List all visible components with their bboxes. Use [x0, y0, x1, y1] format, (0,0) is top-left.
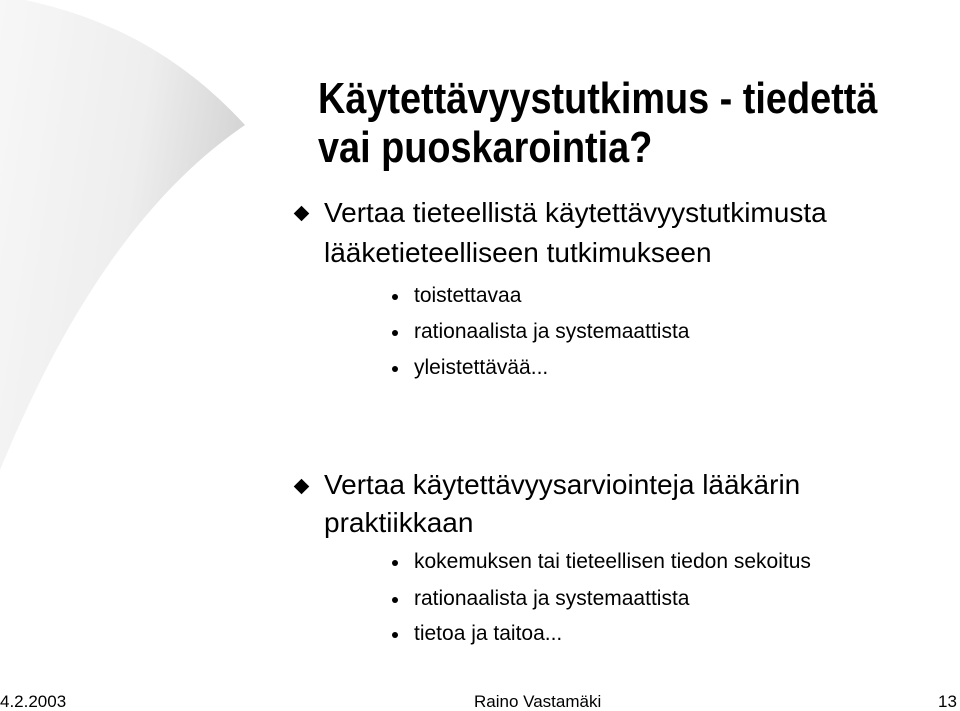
bullet-dot-icon [392, 632, 398, 638]
sub-item-label: rationaalista ja systemaattista [414, 587, 690, 610]
sub-item-label: toistettavaa [414, 284, 522, 307]
sub-item-label: yleistettävää... [414, 356, 549, 379]
footer-author: Raino Vastamäki [474, 692, 602, 711]
bullet-text-line-2: lääketieteelliseen tutkimukseen [324, 237, 712, 268]
sub-item-label: tietoa ja taitoa... [414, 622, 563, 645]
bullet-dot-icon [392, 366, 398, 372]
bullet-text-line-1: Vertaa tieteellistä käytettävyystutkimusta [324, 197, 827, 228]
footer-date: 4.2.2003 [0, 692, 67, 711]
title-line-2: vai puoskarointia? [318, 123, 653, 172]
bullet-text-line-1: Vertaa käytettävyysarviointeja lääkärin [324, 469, 801, 500]
bullet-dot-icon [392, 294, 398, 300]
sub-item-label: kokemuksen tai tieteellisen tiedon sekoitus [414, 550, 811, 573]
footer-page-number: 13 [938, 692, 957, 711]
bullet-dot-icon [392, 560, 398, 566]
sub-item-label: rationaalista ja systemaattista [414, 320, 690, 343]
title-line-1: Käytettävyystutkimus - tiedettä [318, 74, 878, 123]
bullet-dot-icon [392, 330, 398, 336]
bullet-text-line-2: praktiikkaan [324, 507, 474, 538]
slide-title [318, 74, 878, 172]
bullet-dot-icon [392, 597, 398, 603]
